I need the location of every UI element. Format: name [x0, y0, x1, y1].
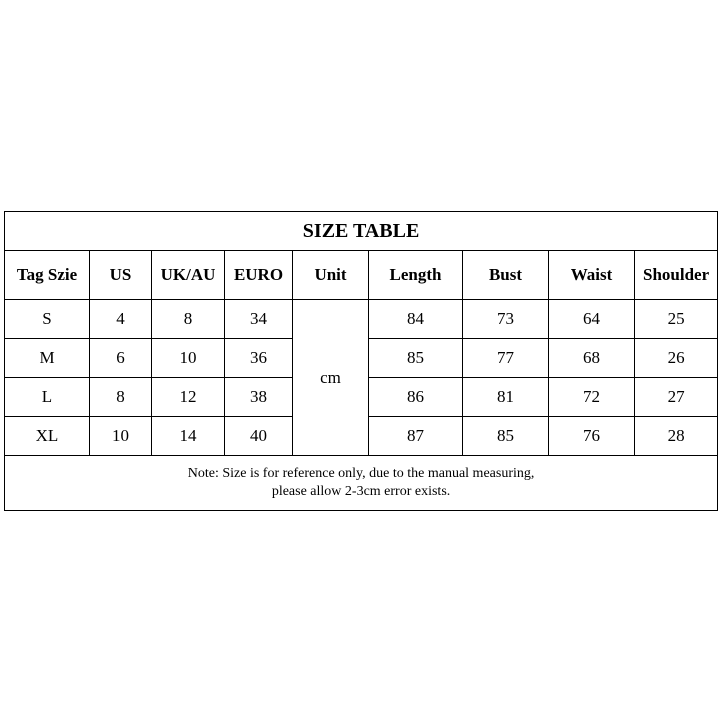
cell-us: 10: [90, 417, 152, 456]
header-us: US: [90, 251, 152, 300]
cell-shoulder: 26: [635, 339, 718, 378]
cell-shoulder: 27: [635, 378, 718, 417]
cell-length: 87: [369, 417, 463, 456]
cell-uk-au: 10: [152, 339, 225, 378]
cell-tag: XL: [5, 417, 90, 456]
cell-tag: S: [5, 300, 90, 339]
cell-waist: 64: [549, 300, 635, 339]
cell-us: 4: [90, 300, 152, 339]
header-bust: Bust: [463, 251, 549, 300]
cell-tag: M: [5, 339, 90, 378]
cell-length: 84: [369, 300, 463, 339]
cell-shoulder: 25: [635, 300, 718, 339]
cell-euro: 38: [225, 378, 293, 417]
note-line-1: Note: Size is for reference only, due to the manual measuring,: [187, 466, 535, 481]
cell-unit: cm: [293, 300, 369, 456]
cell-uk-au: 14: [152, 417, 225, 456]
table-note: [5, 456, 718, 511]
cell-bust: 81: [463, 378, 549, 417]
cell-uk-au: 12: [152, 378, 225, 417]
header-waist: Waist: [549, 251, 635, 300]
cell-shoulder: 28: [635, 417, 718, 456]
header-row: [5, 251, 718, 300]
cell-euro: 36: [225, 339, 293, 378]
note-line-2: please allow 2-3cm error exists.: [271, 484, 451, 499]
header-unit: Unit: [293, 251, 369, 300]
cell-length: 86: [369, 378, 463, 417]
cell-bust: 77: [463, 339, 549, 378]
header-uk-au: UK/AU: [152, 251, 225, 300]
cell-euro: 34: [225, 300, 293, 339]
cell-us: 8: [90, 378, 152, 417]
cell-us: 6: [90, 339, 152, 378]
header-length: Length: [369, 251, 463, 300]
cell-length: 85: [369, 339, 463, 378]
header-tag-size: Tag Szie: [5, 251, 90, 300]
cell-waist: 68: [549, 339, 635, 378]
cell-waist: 72: [549, 378, 635, 417]
cell-bust: 73: [463, 300, 549, 339]
table-row: [5, 300, 718, 339]
cell-waist: 76: [549, 417, 635, 456]
cell-bust: 85: [463, 417, 549, 456]
header-shoulder: Shoulder: [635, 251, 718, 300]
header-euro: EURO: [225, 251, 293, 300]
cell-uk-au: 8: [152, 300, 225, 339]
cell-tag: L: [5, 378, 90, 417]
size-table: [4, 211, 718, 511]
table-title: SIZE TABLE: [5, 212, 718, 251]
cell-euro: 40: [225, 417, 293, 456]
